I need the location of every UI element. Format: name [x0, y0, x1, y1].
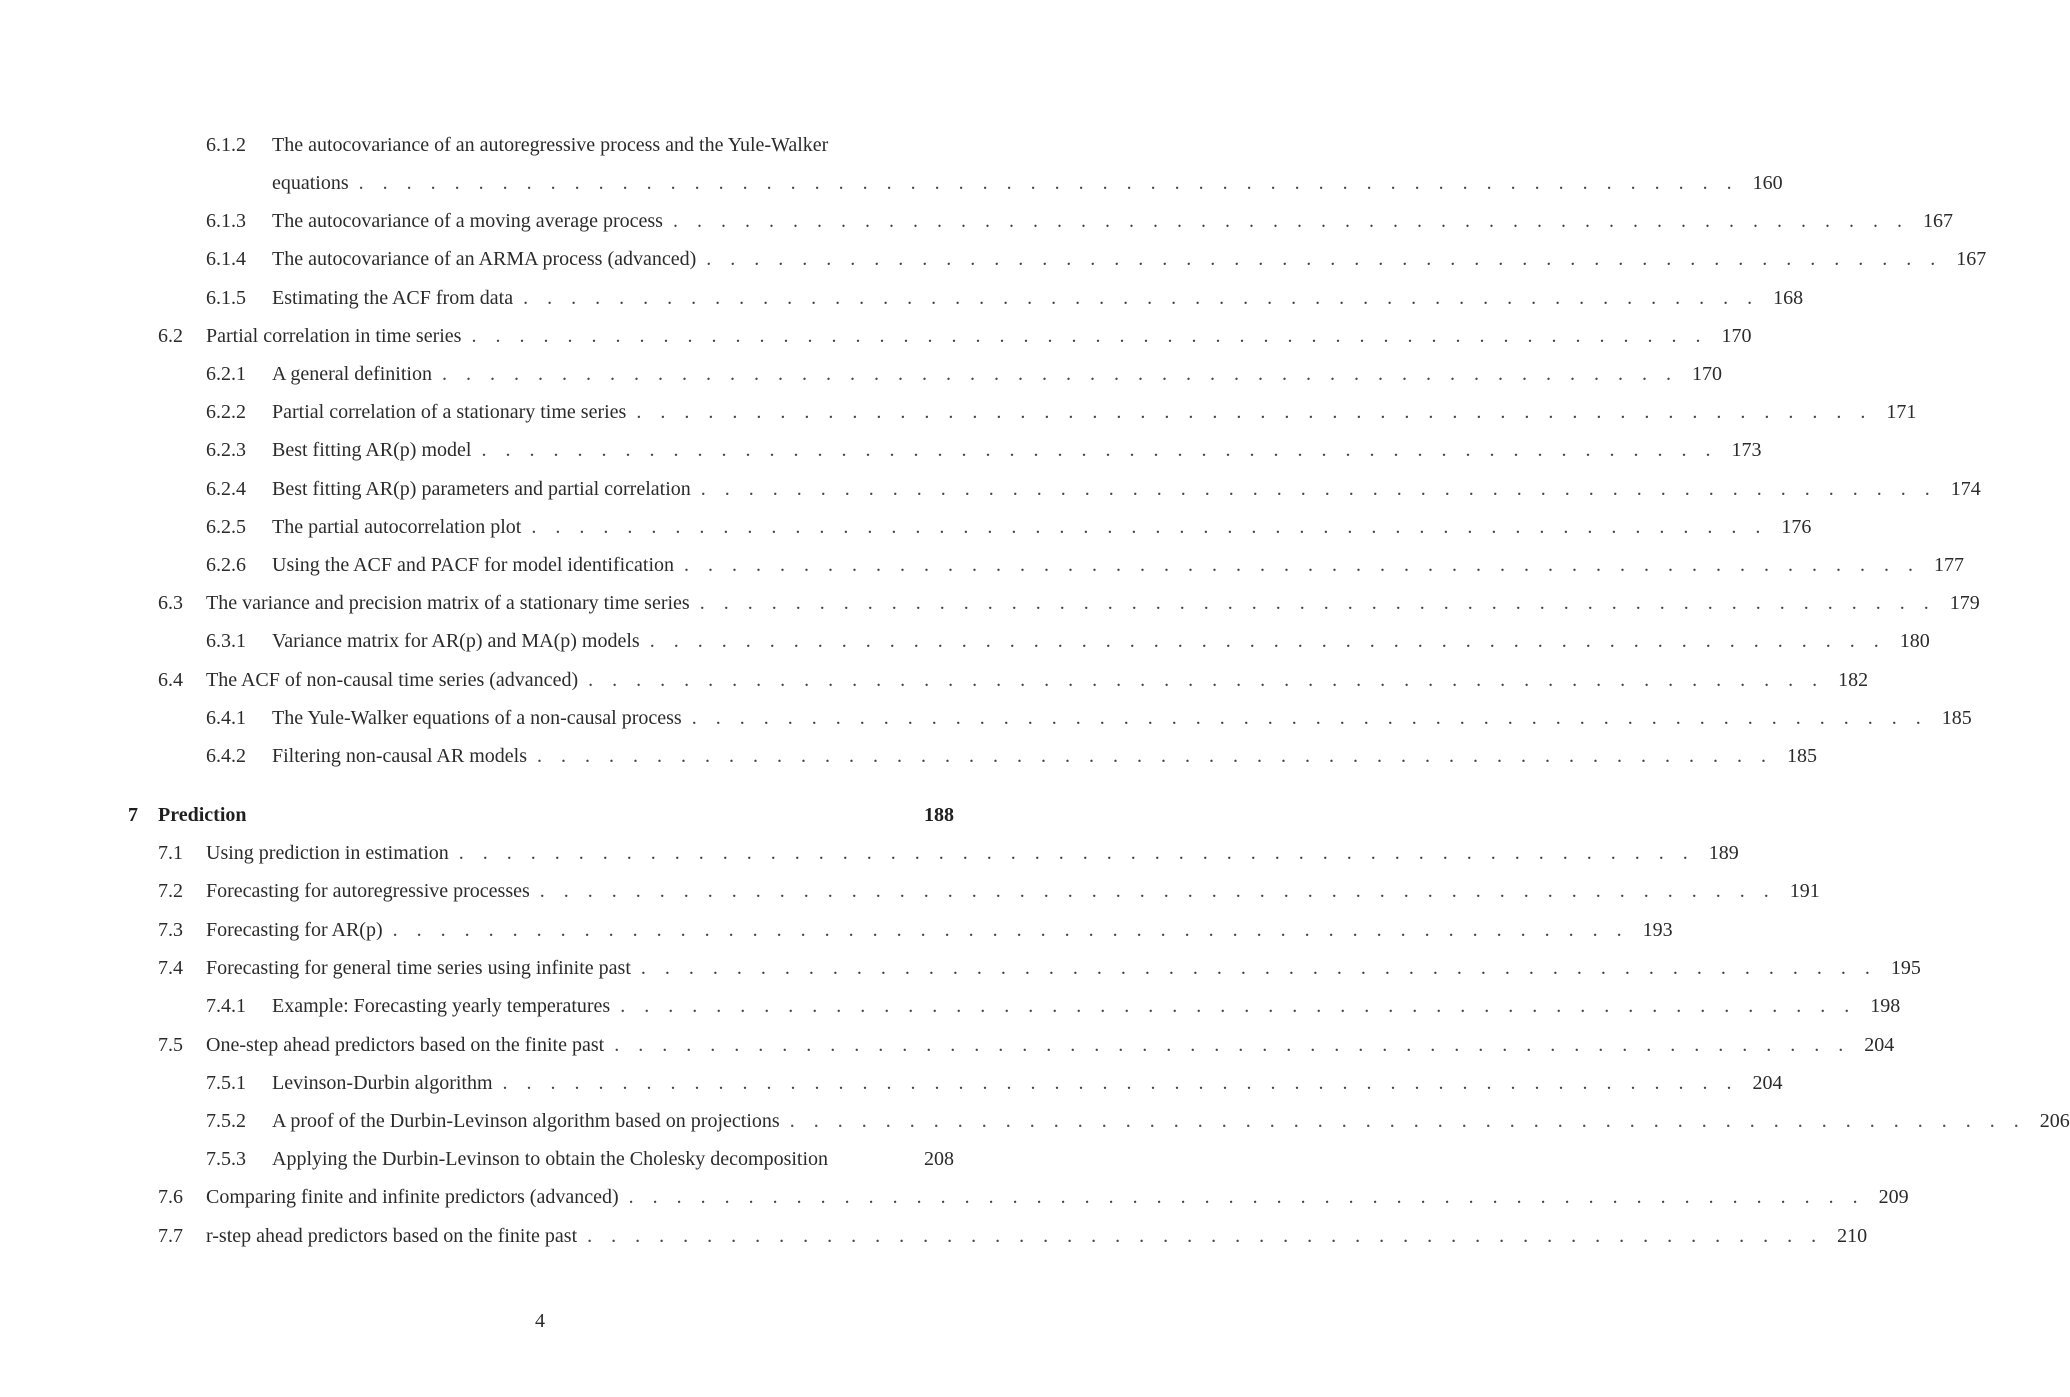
- toc-title: Forecasting for autoregressive processes: [206, 880, 530, 902]
- toc-number: 6.2.6: [206, 554, 246, 576]
- dot-leader: . . . . . . . . . . . . . . . . . . . . . . . . . . . . . . . . . . . . . . . . . . . . . . . . . . . .: [536, 745, 1773, 767]
- toc-number: 6.2.5: [206, 516, 246, 538]
- toc-number: 7.5: [158, 1034, 183, 1056]
- toc-title: The Yule-Walker equations of a non-causal process: [272, 707, 682, 729]
- dot-leader: . . . . . . . . . . . . . . . . . . . . . . . . . . . . . . . . . . . . . . . . . . . . . . . . . . . .: [700, 478, 1937, 500]
- dot-leader: . . . . . . . . . . . . . . . . . . . . . . . . . . . . . . . . . . . . . . . . . . . . . . . . . . . .: [649, 630, 1886, 652]
- toc-entry-6-2-5[interactable]: [206, 508, 1812, 546]
- toc-title: One-step ahead predictors based on the finite past: [206, 1034, 605, 1056]
- toc-number: 6.2: [158, 325, 183, 347]
- dot-leader: . . . . . . . . . . . . . . . . . . . . . . . . . . . . . . . . . . . . . . . . . . . . . . . . . . . .: [539, 880, 1776, 902]
- toc-page-number: 204: [1752, 1072, 1783, 1094]
- toc-entry-7-5-1[interactable]: [206, 1064, 1783, 1102]
- toc-title: Comparing finite and infinite predictors (advanced): [206, 1186, 619, 1208]
- page-number: 4: [535, 1310, 545, 1332]
- toc-number: 7.5.1: [206, 1072, 246, 1094]
- toc-number: 7.7: [158, 1225, 183, 1247]
- toc-page-number: 167: [1922, 210, 1953, 232]
- toc-entry-6-4[interactable]: [158, 661, 1869, 699]
- toc-number: 6.4.2: [206, 745, 246, 767]
- toc-page-number: 206: [2039, 1110, 2070, 1132]
- toc-number: 6.1.5: [206, 287, 246, 309]
- dot-leader: . . . . . . . . . . . . . . . . . . . . . . . . . . . . . . . . . . . . . . . . . . . . . . . . . . . .: [502, 1072, 1739, 1094]
- dot-leader: . . . . . . . . . . . . . . . . . . . . . . . . . . . . . . . . . . . . . . . . . . . . . . . . . . . .: [684, 554, 1921, 576]
- toc-title: Filtering non-causal AR models: [272, 745, 527, 767]
- dot-leader: . . . . . . . . . . . . . . . . . . . . . . . . . . . . . . . . . . . . . . . . . . . . . . . . . . . .: [587, 1225, 1824, 1247]
- toc-number: 6.1.3: [206, 210, 246, 232]
- dot-leader: . . . . . . . . . . . . . . . . . . . . . . . . . . . . . . . . . . . . . . . . . . . . . . . . . . . .: [672, 210, 1909, 232]
- toc-number: 6.2.2: [206, 401, 246, 423]
- toc-title: The variance and precision matrix of a stationary time series: [206, 592, 690, 614]
- toc-entry-6-2-1[interactable]: [206, 355, 1722, 393]
- toc-title: Forecasting for AR(p): [206, 919, 383, 941]
- dot-leader: . . . . . . . . . . . . . . . . . . . . . . . . . . . . . . . . . . . . . . . . . . . . . . . . . . . .: [691, 707, 1928, 729]
- toc-page-number: 182: [1838, 669, 1869, 691]
- toc-page-number: 193: [1642, 919, 1673, 941]
- toc-entry-6-2-2[interactable]: [206, 393, 1917, 431]
- toc-title: Forecasting for general time series using infinite past: [206, 957, 631, 979]
- toc-number: 7.2: [158, 880, 183, 902]
- toc-entry-6-3[interactable]: [158, 584, 1980, 622]
- toc-page-number: 167: [1956, 248, 1987, 270]
- toc-page-number: 174: [1950, 478, 1981, 500]
- toc-number: 6.2.4: [206, 478, 246, 500]
- toc-page-number: 179: [1949, 592, 1980, 614]
- toc-number: 7.1: [158, 842, 183, 864]
- dot-leader: . . . . . . . . . . . . . . . . . . . . . . . . . . . . . . . . . . . . . . . . . . . . . . . . . . . . . . . . . .: [358, 172, 1739, 194]
- toc-page-number: 177: [1934, 554, 1965, 576]
- dot-leader: . . . . . . . . . . . . . . . . . . . . . . . . . . . . . . . . . . . . . . . . . . . . . . . . . . . .: [706, 248, 1943, 270]
- dot-leader: . . . . . . . . . . . . . . . . . . . . . . . . . . . . . . . . . . . . . . . . . . . . . . . . . . . .: [588, 669, 1825, 691]
- dot-leader: . . . . . . . . . . . . . . . . . . . . . . . . . . . . . . . . . . . . . . . . . . . . . . . . . . . .: [481, 439, 1718, 461]
- toc-page-number: 160: [1752, 172, 1783, 194]
- toc-page-number: 198: [1870, 995, 1901, 1017]
- dot-leader: . . . . . . . . . . . . . . . . . . . . . . . . . . . . . . . . . . . . . . . . . . . . . . . . . . . .: [620, 995, 1857, 1017]
- toc-entry-6-4-2[interactable]: [206, 737, 1817, 775]
- toc-title: Using the ACF and PACF for model identification: [272, 554, 675, 576]
- toc-page-number: 185: [1941, 707, 1972, 729]
- toc-number: 6.4: [158, 669, 183, 691]
- toc-title: Applying the Durbin-Levinson to obtain the Cholesky decomposition: [272, 1148, 829, 1170]
- toc-entry-7-4[interactable]: [158, 949, 1921, 987]
- toc-page-number: 176: [1781, 516, 1812, 538]
- toc-page-number: 173: [1731, 439, 1762, 461]
- toc-entry-7-6[interactable]: [158, 1178, 1909, 1216]
- toc-page-number: 185: [1786, 745, 1817, 767]
- toc-chapter-number: 7: [128, 804, 138, 826]
- toc-number: 6.2.1: [206, 363, 246, 385]
- toc-number: 6.2.3: [206, 439, 246, 461]
- toc-entry-7-3[interactable]: [158, 911, 1673, 949]
- toc-title: Using prediction in estimation: [206, 842, 449, 864]
- toc-title: Estimating the ACF from data: [272, 287, 514, 309]
- toc-number: 6.3: [158, 592, 183, 614]
- toc-page-number: 171: [1886, 401, 1917, 423]
- toc-title: The ACF of non-causal time series (advanced): [206, 669, 579, 691]
- toc-entry-6-1-4[interactable]: [206, 240, 1987, 278]
- dot-leader: . . . . . . . . . . . . . . . . . . . . . . . . . . . . . . . . . . . . . . . . . . . . . . . . . . . .: [531, 516, 1768, 538]
- toc-entry-6-2-3[interactable]: [206, 431, 1762, 469]
- dot-leader: . . . . . . . . . . . . . . . . . . . . . . . . . . . . . . . . . . . . . . . . . . . . . . . . . . . .: [699, 592, 1936, 614]
- toc-entry-6-1-3[interactable]: [206, 202, 1953, 240]
- dot-leader: . . . . . . . . . . . . . . . . . . . . . . . . . . . . . . . . . . . . . . . . . . . . . . . . . . . .: [458, 842, 1695, 864]
- toc-entry-6-1-5[interactable]: [206, 279, 1804, 317]
- toc-entry-6-2-6[interactable]: [206, 546, 1965, 584]
- toc-title: r-step ahead predictors based on the finite past: [206, 1225, 578, 1247]
- toc-entry-7-5-2[interactable]: [206, 1102, 2070, 1140]
- toc-page-number: 191: [1789, 880, 1820, 902]
- toc-number: 7.6: [158, 1186, 183, 1208]
- toc-number: 7.4: [158, 957, 183, 979]
- toc-title: The autocovariance of an autoregressive process and the Yule-Walker: [272, 134, 829, 156]
- toc-chapter-page-number: 188: [924, 804, 954, 826]
- toc-title: The autocovariance of an ARMA process (advanced): [272, 248, 697, 270]
- dot-leader: . . . . . . . . . . . . . . . . . . . . . . . . . . . . . . . . . . . . . . . . . . . . . . . . . . . .: [471, 325, 1708, 347]
- dot-leader: . . . . . . . . . . . . . . . . . . . . . . . . . . . . . . . . . . . . . . . . . . . . . . . . . . . .: [441, 363, 1678, 385]
- toc-entry-6-4-1[interactable]: [206, 699, 1972, 737]
- toc-page-number: 195: [1890, 957, 1921, 979]
- toc-entry-7-1[interactable]: [158, 834, 1739, 872]
- toc-entry-6-3-1[interactable]: [206, 622, 1930, 660]
- toc-number: 7.5.2: [206, 1110, 246, 1132]
- toc-title: Best fitting AR(p) parameters and partial correlation: [272, 478, 691, 500]
- toc-page-number: 210: [1837, 1225, 1868, 1247]
- toc-title: The autocovariance of a moving average process: [272, 210, 663, 232]
- toc-title: A general definition: [272, 363, 432, 385]
- toc-page-number: 189: [1708, 842, 1739, 864]
- toc-title: Example: Forecasting yearly temperatures: [272, 995, 611, 1017]
- toc-page-number: 180: [1899, 630, 1930, 652]
- toc-title: Levinson-Durbin algorithm: [272, 1072, 493, 1094]
- toc-number: 6.4.1: [206, 707, 246, 729]
- toc-chapter-title: Prediction: [158, 804, 247, 826]
- dot-leader: . . . . . . . . . . . . . . . . . . . . . . . . . . . . . . . . . . . . . . . . . . . . . . . . . . . .: [636, 401, 1873, 423]
- toc-page-number: 209: [1878, 1186, 1909, 1208]
- toc-chapter-7[interactable]: [128, 796, 954, 834]
- toc-entry-6-1-2[interactable]: [206, 126, 954, 164]
- toc-page-number: 204: [1864, 1034, 1895, 1056]
- toc-page-number: 170: [1691, 363, 1722, 385]
- toc-title: Variance matrix for AR(p) and MA(p) models: [272, 630, 640, 652]
- toc-page-number: 168: [1773, 287, 1804, 309]
- toc-title: A proof of the Durbin-Levinson algorithm based on projections: [272, 1110, 780, 1132]
- toc-entry-7-2[interactable]: [158, 872, 1820, 910]
- dot-leader: . . . . . . . . . . . . . . . . . . . . . . . . . . . . . . . . . . . . . . . . . . . . . . . . . . . .: [628, 1186, 1865, 1208]
- toc-number: 7.3: [158, 919, 183, 941]
- toc-number: 6.1.4: [206, 248, 246, 270]
- toc-number: 7.4.1: [206, 995, 246, 1017]
- toc-title: Best fitting AR(p) model: [272, 439, 472, 461]
- toc-entry-6-2-4[interactable]: [206, 470, 1981, 508]
- toc-number: 6.1.2: [206, 134, 246, 156]
- toc-number: 6.3.1: [206, 630, 246, 652]
- toc-entry-7-4-1[interactable]: [206, 987, 1901, 1025]
- toc-page-number: 170: [1721, 325, 1752, 347]
- toc-number: 7.5.3: [206, 1148, 246, 1170]
- dot-leader: . . . . . . . . . . . . . . . . . . . . . . . . . . . . . . . . . . . . . . . . . . . . . . . . . . . .: [640, 957, 1877, 979]
- dot-leader: . . . . . . . . . . . . . . . . . . . . . . . . . . . . . . . . . . . . . . . . . . . . . . . . . . . .: [523, 287, 1760, 309]
- toc-entry-6-1-2-continued[interactable]: [272, 164, 1783, 202]
- toc-entry-7-7[interactable]: [158, 1217, 1868, 1255]
- toc-entry-6-2[interactable]: [158, 317, 1752, 355]
- dot-leader: . . . . . . . . . . . . . . . . . . . . . . . . . . . . . . . . . . . . . . . . . . . . . . . . . . . .: [614, 1034, 1851, 1056]
- dot-leader: . . . . . . . . . . . . . . . . . . . . . . . . . . . . . . . . . . . . . . . . . . . . . . . . . . . .: [789, 1110, 2026, 1132]
- toc-title: Partial correlation of a stationary time series: [272, 401, 627, 423]
- toc-title: equations: [272, 172, 349, 194]
- toc-title: Partial correlation in time series: [206, 325, 462, 347]
- page-footer: [0, 1302, 1080, 1340]
- dot-leader: . . . . . . . . . . . . . . . . . . . . . . . . . . . . . . . . . . . . . . . . . . . . . . . . . . . .: [392, 919, 1629, 941]
- toc-title: The partial autocorrelation plot: [272, 516, 522, 538]
- toc-page-number: 208: [924, 1148, 954, 1170]
- toc-entry-7-5-3[interactable]: [206, 1140, 954, 1178]
- toc-entry-7-5[interactable]: [158, 1026, 1895, 1064]
